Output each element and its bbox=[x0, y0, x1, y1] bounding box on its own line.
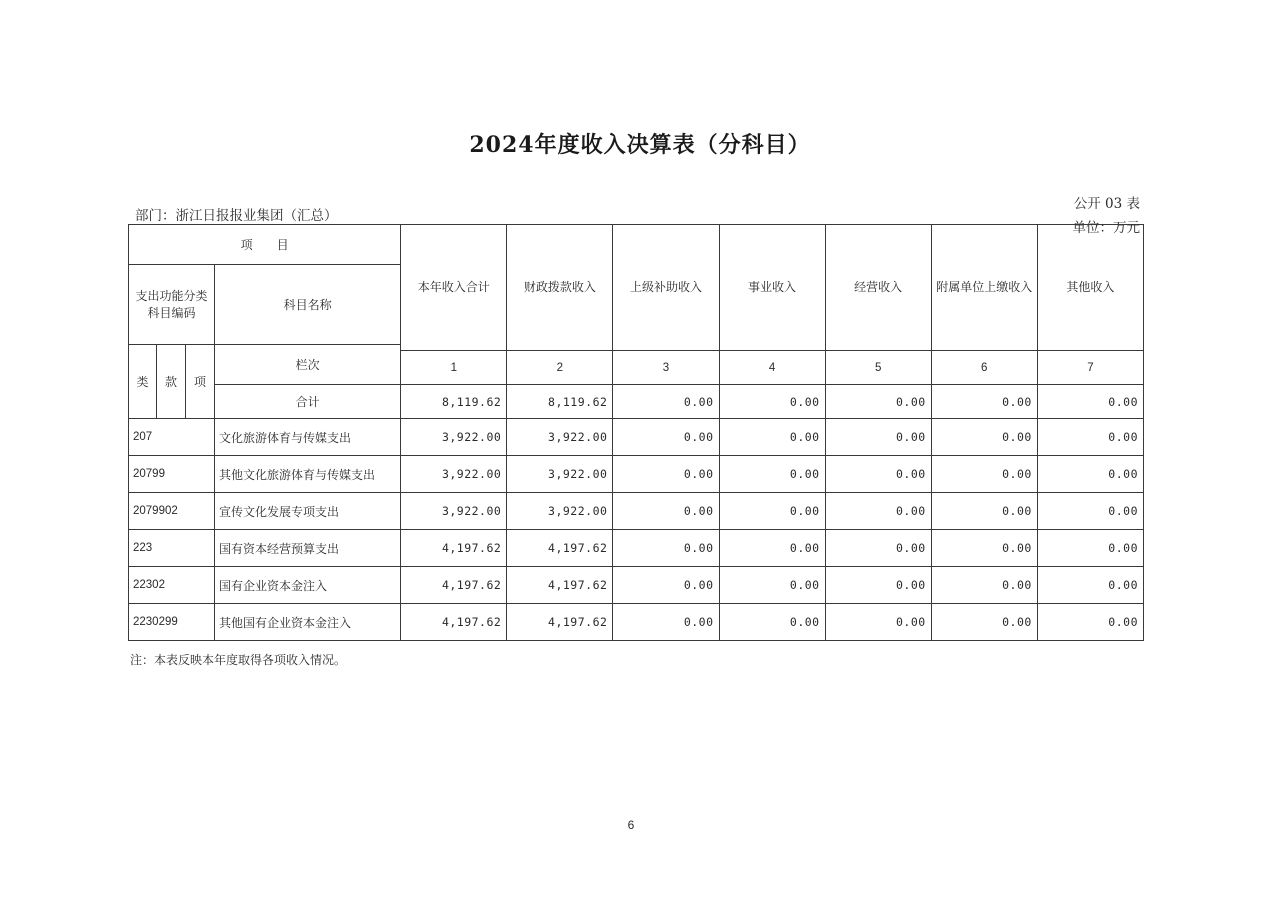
lanci-header: 栏次 bbox=[215, 345, 401, 385]
row-value: 0.00 bbox=[613, 419, 719, 456]
row-code: 22302 bbox=[129, 567, 215, 604]
row-value: 0.00 bbox=[613, 567, 719, 604]
form-number: 公开 03 表 bbox=[1073, 196, 1140, 212]
row-value: 0.00 bbox=[1037, 419, 1143, 456]
row-value: 3,922.00 bbox=[507, 493, 613, 530]
department-label: 部门：浙江日报报业集团（汇总） bbox=[135, 208, 338, 224]
row-value: 3,922.00 bbox=[401, 493, 507, 530]
row-value: 0.00 bbox=[825, 604, 931, 641]
row-value: 0.00 bbox=[1037, 530, 1143, 567]
row-value: 4,197.62 bbox=[507, 567, 613, 604]
col-number-6: 6 bbox=[931, 351, 1037, 385]
col-header-superior: 上级补助收入 bbox=[613, 225, 719, 351]
lei-header: 类 bbox=[129, 345, 157, 419]
row-value: 3,922.00 bbox=[401, 419, 507, 456]
col-number-2: 2 bbox=[507, 351, 613, 385]
row-value: 0.00 bbox=[931, 493, 1037, 530]
row-code: 2230299 bbox=[129, 604, 215, 641]
row-code: 223 bbox=[129, 530, 215, 567]
row-value: 0.00 bbox=[825, 419, 931, 456]
income-table bbox=[128, 224, 1144, 641]
row-value: 3,922.00 bbox=[507, 456, 613, 493]
total-value: 0.00 bbox=[825, 385, 931, 419]
row-value: 0.00 bbox=[931, 567, 1037, 604]
col-header-business: 事业收入 bbox=[719, 225, 825, 351]
row-value: 0.00 bbox=[719, 530, 825, 567]
row-value: 0.00 bbox=[719, 456, 825, 493]
xiang-header: 项 bbox=[186, 345, 215, 419]
row-value: 4,197.62 bbox=[507, 604, 613, 641]
col-header-operating: 经营收入 bbox=[825, 225, 931, 351]
row-name: 文化旅游体育与传媒支出 bbox=[215, 419, 401, 456]
table-row bbox=[129, 530, 1144, 567]
income-table-wrapper bbox=[128, 224, 1144, 641]
row-value: 0.00 bbox=[613, 493, 719, 530]
row-value: 3,922.00 bbox=[507, 419, 613, 456]
row-name: 国有企业资本金注入 bbox=[215, 567, 401, 604]
row-code: 20799 bbox=[129, 456, 215, 493]
col-header-other: 其他收入 bbox=[1037, 225, 1143, 351]
total-label: 合计 bbox=[215, 385, 401, 419]
row-value: 0.00 bbox=[931, 419, 1037, 456]
total-value: 0.00 bbox=[613, 385, 719, 419]
col-number-5: 5 bbox=[825, 351, 931, 385]
page-number: 6 bbox=[627, 818, 635, 832]
table-row bbox=[129, 493, 1144, 530]
total-value: 8,119.62 bbox=[507, 385, 613, 419]
row-value: 0.00 bbox=[719, 419, 825, 456]
row-value: 0.00 bbox=[719, 567, 825, 604]
subject-name-header: 科目名称 bbox=[215, 265, 401, 345]
row-value: 0.00 bbox=[931, 456, 1037, 493]
col-header-total: 本年收入合计 bbox=[401, 225, 507, 351]
header-row-1 bbox=[129, 225, 1144, 265]
row-value: 0.00 bbox=[931, 530, 1037, 567]
total-value: 8,119.62 bbox=[401, 385, 507, 419]
table-row bbox=[129, 419, 1144, 456]
col-header-affiliated: 附属单位上缴收入 bbox=[931, 225, 1037, 351]
page-title: 2024年度收入决算表（分科目） bbox=[469, 132, 811, 158]
row-value: 0.00 bbox=[613, 604, 719, 641]
code-group-header: 支出功能分类科目编码 bbox=[129, 265, 215, 345]
col-number-7: 7 bbox=[1037, 351, 1143, 385]
table-note: 注：本表反映本年度取得各项收入情况。 bbox=[130, 653, 347, 667]
row-value: 0.00 bbox=[1037, 456, 1143, 493]
row-value: 0.00 bbox=[825, 567, 931, 604]
row-value: 0.00 bbox=[1037, 493, 1143, 530]
col-header-fiscal: 财政拨款收入 bbox=[507, 225, 613, 351]
row-value: 0.00 bbox=[825, 530, 931, 567]
row-name: 宣传文化发展专项支出 bbox=[215, 493, 401, 530]
row-value: 0.00 bbox=[719, 493, 825, 530]
row-name: 其他国有企业资本金注入 bbox=[215, 604, 401, 641]
row-value: 0.00 bbox=[613, 530, 719, 567]
row-value: 0.00 bbox=[1037, 604, 1143, 641]
total-value: 0.00 bbox=[719, 385, 825, 419]
row-value: 0.00 bbox=[719, 604, 825, 641]
row-value: 4,197.62 bbox=[507, 530, 613, 567]
row-value: 4,197.62 bbox=[401, 604, 507, 641]
row-value: 0.00 bbox=[931, 604, 1037, 641]
table-row bbox=[129, 456, 1144, 493]
total-row bbox=[129, 385, 1144, 419]
row-value: 4,197.62 bbox=[401, 530, 507, 567]
row-name: 其他文化旅游体育与传媒支出 bbox=[215, 456, 401, 493]
row-value: 4,197.62 bbox=[401, 567, 507, 604]
col-number-1: 1 bbox=[401, 351, 507, 385]
row-value: 0.00 bbox=[613, 456, 719, 493]
total-value: 0.00 bbox=[931, 385, 1037, 419]
item-header: 项 目 bbox=[129, 225, 401, 265]
row-value: 0.00 bbox=[1037, 567, 1143, 604]
row-code: 2079902 bbox=[129, 493, 215, 530]
total-value: 0.00 bbox=[1037, 385, 1143, 419]
unit-label: 单位：万元 bbox=[1072, 220, 1140, 236]
table-row bbox=[129, 604, 1144, 641]
col-number-4: 4 bbox=[719, 351, 825, 385]
row-code: 207 bbox=[129, 419, 215, 456]
row-value: 0.00 bbox=[825, 456, 931, 493]
row-value: 3,922.00 bbox=[401, 456, 507, 493]
row-value: 0.00 bbox=[825, 493, 931, 530]
kuan-header: 款 bbox=[157, 345, 186, 419]
row-name: 国有资本经营预算支出 bbox=[215, 530, 401, 567]
col-number-3: 3 bbox=[613, 351, 719, 385]
table-row bbox=[129, 567, 1144, 604]
